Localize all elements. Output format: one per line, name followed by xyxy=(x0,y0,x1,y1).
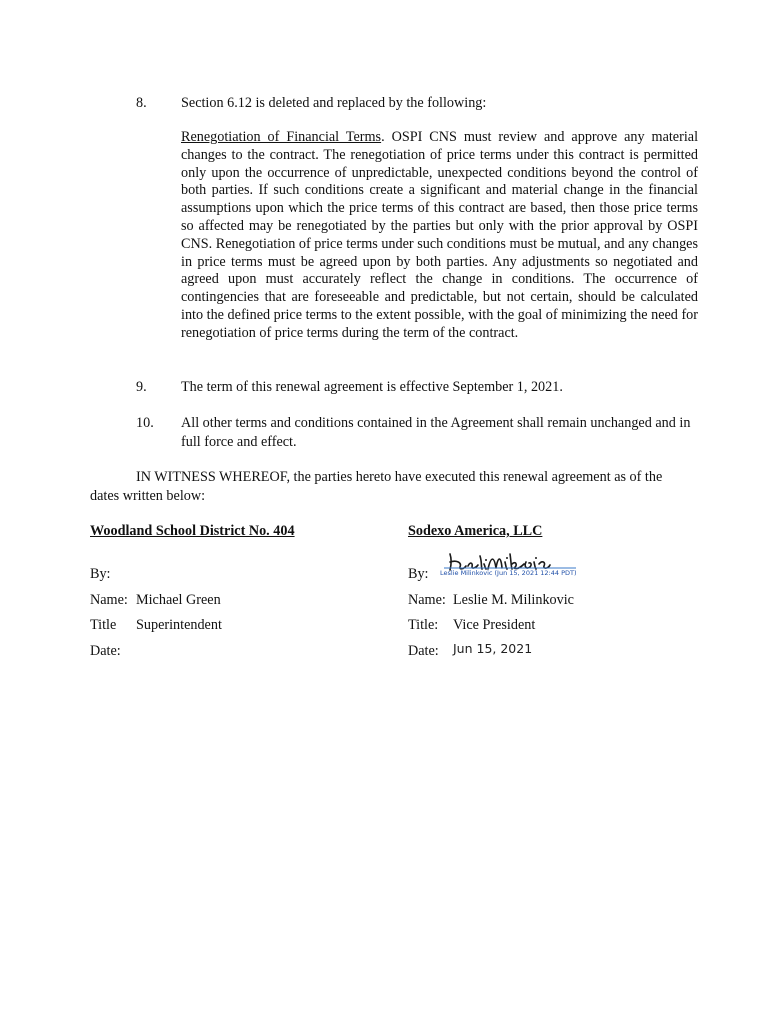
paragraph-body: . OSPI CNS must review and approve any material changes to the contract. The renegotiation of price terms under this contract is permitted only upon the occurrence of unpredictable, unexpected conditions beyond the control of both parties. If such conditions create a significant and material change in the financial assumptions upon which the price terms of this contract are based, then those price terms so affected may be renegotiated by the parties but only with the prior approval by OSPI CNS. Renegotiation of price terms under such conditions must be mutual, and any changes in price terms must be agreed upon by both parties. Any adjustments so negotiated and agreed upon must accurately reflect the change in conditions. The occurrence of contingencies that are foreseeable and predictable, but not certain, should be calculated into the defined price terms to the extent possible, with the goal of minimizing the need for renegotiation of price terms during the term of the contract. xyxy=(181,129,699,341)
right-title-label: Title: xyxy=(408,617,439,633)
right-title-value: Vice President xyxy=(453,617,536,633)
item-10-text: All other terms and conditions contained in the Agreement shall remain unchanged and in full force and effect. xyxy=(181,415,691,450)
right-date-value: Jun 15, 2021 xyxy=(453,641,533,656)
witness-statement xyxy=(90,468,690,506)
left-party-name: Woodland School District No. 404 xyxy=(90,523,295,539)
renegotiation-paragraph xyxy=(181,129,698,343)
item-9-text: The term of this renewal agreement is effective September 1, 2021. xyxy=(181,379,563,395)
right-date-label: Date: xyxy=(408,643,439,659)
left-name-label: Name: xyxy=(90,592,128,608)
right-name-label: Name: xyxy=(408,592,446,608)
left-by-label: By: xyxy=(90,566,111,582)
item-10-number: 10. xyxy=(136,415,154,431)
witness-text: IN WITNESS WHEREOF, the parties hereto have executed this renewal agreement as of the dates written below: xyxy=(90,469,663,504)
left-date-label: Date: xyxy=(90,643,121,659)
right-party-name: Sodexo America, LLC xyxy=(408,523,543,539)
left-title-label: Title xyxy=(90,617,117,633)
left-title-value: Superintendent xyxy=(136,617,222,633)
item-8-number: 8. xyxy=(136,95,147,111)
right-name-value: Leslie M. Milinkovic xyxy=(453,592,574,608)
item-9-number: 9. xyxy=(136,379,147,395)
item-8-text: Section 6.12 is deleted and replaced by the following: xyxy=(181,95,487,111)
paragraph-heading: Renegotiation of Financial Terms xyxy=(181,129,382,145)
left-name-value: Michael Green xyxy=(136,592,221,608)
signature-stamp: Leslie Milinkovic (Jun 15, 2021 12:44 PDT) xyxy=(440,569,577,577)
right-by-label: By: xyxy=(408,566,429,582)
